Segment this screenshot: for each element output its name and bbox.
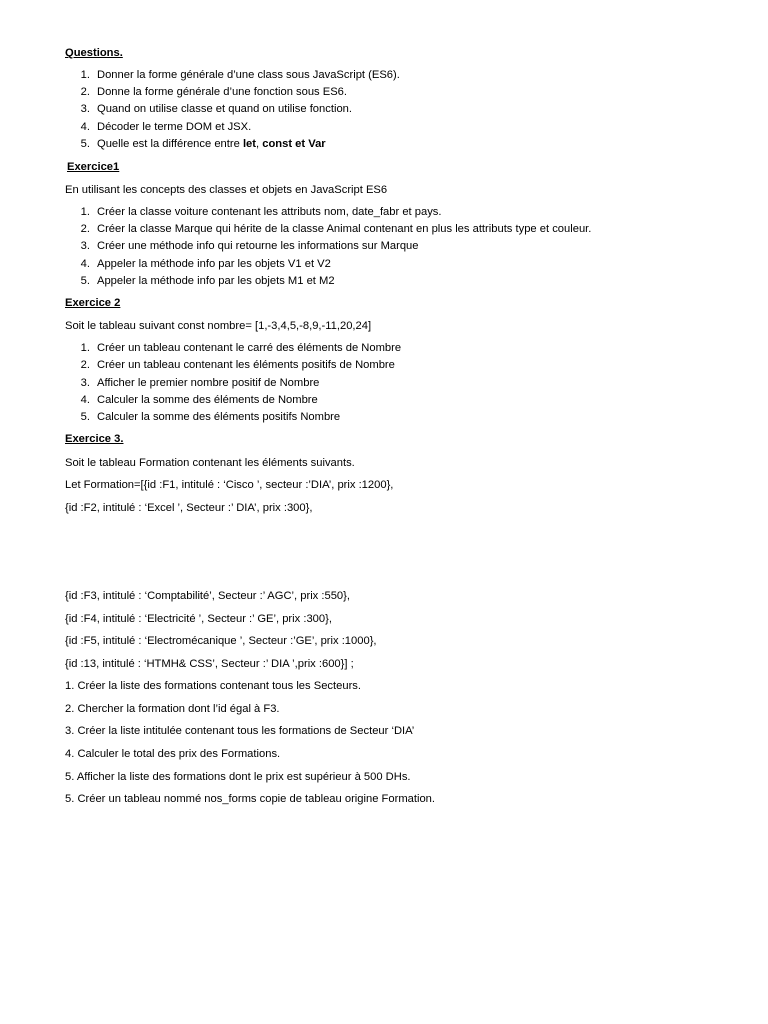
item5-rest: const et Var — [262, 138, 326, 150]
exercice3-line: Let Formation=[{id :F1, intitulé : ‘Cisco ’, secteur :’DIA’, prix :1200}, — [65, 479, 394, 491]
exercice2-heading: Exercice 2 — [65, 297, 121, 309]
exercice2-intro: Soit le tableau suivant const nombre= [1,-3,4,5,-8,9,-11,20,24] — [65, 320, 372, 332]
list-number: 5. — [80, 275, 90, 287]
list-number: 1. — [80, 69, 90, 81]
list-item-text: Appeler la méthode info par les objets M1 et M2 — [97, 275, 335, 287]
list-item-text: Quand on utilise classe et quand on utilise fonction. — [97, 103, 352, 115]
exercice3-heading: Exercice 3. — [65, 433, 124, 445]
item5-let: let — [242, 138, 257, 150]
list-item-text: Créer un tableau contenant le carré des éléments de Nombre — [97, 342, 402, 354]
exercice3-line: {id :13, intitulé : ‘HTMH& CSS’, Secteur :’ DIA ’,prix :600}] ; — [65, 658, 354, 670]
questions-heading: Questions. — [65, 47, 123, 59]
exercice3-line: Soit le tableau Formation contenant les éléments suivants. — [65, 457, 355, 469]
list-item-text: Appeler la méthode info par les objets V1 et V2 — [97, 258, 331, 270]
list-item-text: Afficher le premier nombre positif de Nombre — [97, 377, 320, 389]
list-number: 2. — [80, 359, 90, 371]
list-number: 4. — [80, 394, 90, 406]
list-item-text: Créer la classe voiture contenant les attributs nom, date_fabr et pays. — [97, 206, 442, 218]
list-number: 5. — [80, 411, 90, 423]
item5-sep: , — [256, 138, 263, 150]
list-item-text: Donner la forme générale d’une class sous JavaScript (ES6). — [97, 69, 400, 81]
item5-prefix: Quelle est la différence entre — [97, 138, 243, 150]
list-item-text: Décoder le terme DOM et JSX. — [97, 121, 252, 133]
list-item-text — [97, 137, 326, 151]
exercice1-intro: En utilisant les concepts des classes et objets en JavaScript ES6 — [65, 184, 388, 196]
list-number: 3. — [80, 240, 90, 252]
list-number: 4. — [80, 121, 90, 133]
exercice3-line: 3. Créer la liste intitulée contenant tous les formations de Secteur ‘DIA’ — [65, 725, 415, 737]
exercice3-line: 4. Calculer le total des prix des Formations. — [65, 748, 281, 760]
exercice3-line: {id :F4, intitulé : ‘Electricité ’, Secteur :’ GE’, prix :300}, — [65, 613, 332, 625]
exercice3-line: {id :F5, intitulé : ‘Electromécanique ’, Secteur :’GE’, prix :1000}, — [65, 635, 377, 647]
list-number: 4. — [80, 258, 90, 270]
list-number: 1. — [80, 342, 90, 354]
list-item-text: Créer la classe Marque qui hérite de la classe Animal contenant en plus les attributs type et couleur. — [97, 223, 592, 235]
exercice3-line: 5. Créer un tableau nommé nos_forms copie de tableau origine Formation. — [65, 793, 436, 805]
list-item-text: Créer une méthode info qui retourne les informations sur Marque — [97, 240, 419, 252]
exercice1-heading: Exercice1 — [67, 161, 120, 173]
list-item-text: Calculer la somme des éléments de Nombre — [97, 394, 318, 406]
exercice3-line: 5. Afficher la liste des formations dont le prix est supérieur à 500 DHs. — [65, 771, 411, 783]
list-number: 3. — [80, 103, 90, 115]
list-item-text: Donne la forme générale d’une fonction sous ES6. — [97, 86, 348, 98]
list-number: 5. — [80, 138, 90, 150]
exercice3-line: {id :F3, intitulé : ‘Comptabilité’, Secteur :’ AGC’, prix :550}, — [65, 590, 350, 602]
list-item-text: Créer un tableau contenant les éléments positifs de Nombre — [97, 359, 395, 371]
exercice3-line: 2. Chercher la formation dont l’id égal à F3. — [65, 703, 280, 715]
exercice3-line: 1. Créer la liste des formations contenant tous les Secteurs. — [65, 680, 361, 692]
exercice3-line: {id :F2, intitulé : ‘Excel ’, Secteur :’ DIA’, prix :300}, — [65, 502, 313, 514]
list-number: 2. — [80, 86, 90, 98]
list-number: 3. — [80, 377, 90, 389]
list-number: 1. — [80, 206, 90, 218]
list-number: 2. — [80, 223, 90, 235]
list-item-text: Calculer la somme des éléments positifs Nombre — [97, 411, 341, 423]
